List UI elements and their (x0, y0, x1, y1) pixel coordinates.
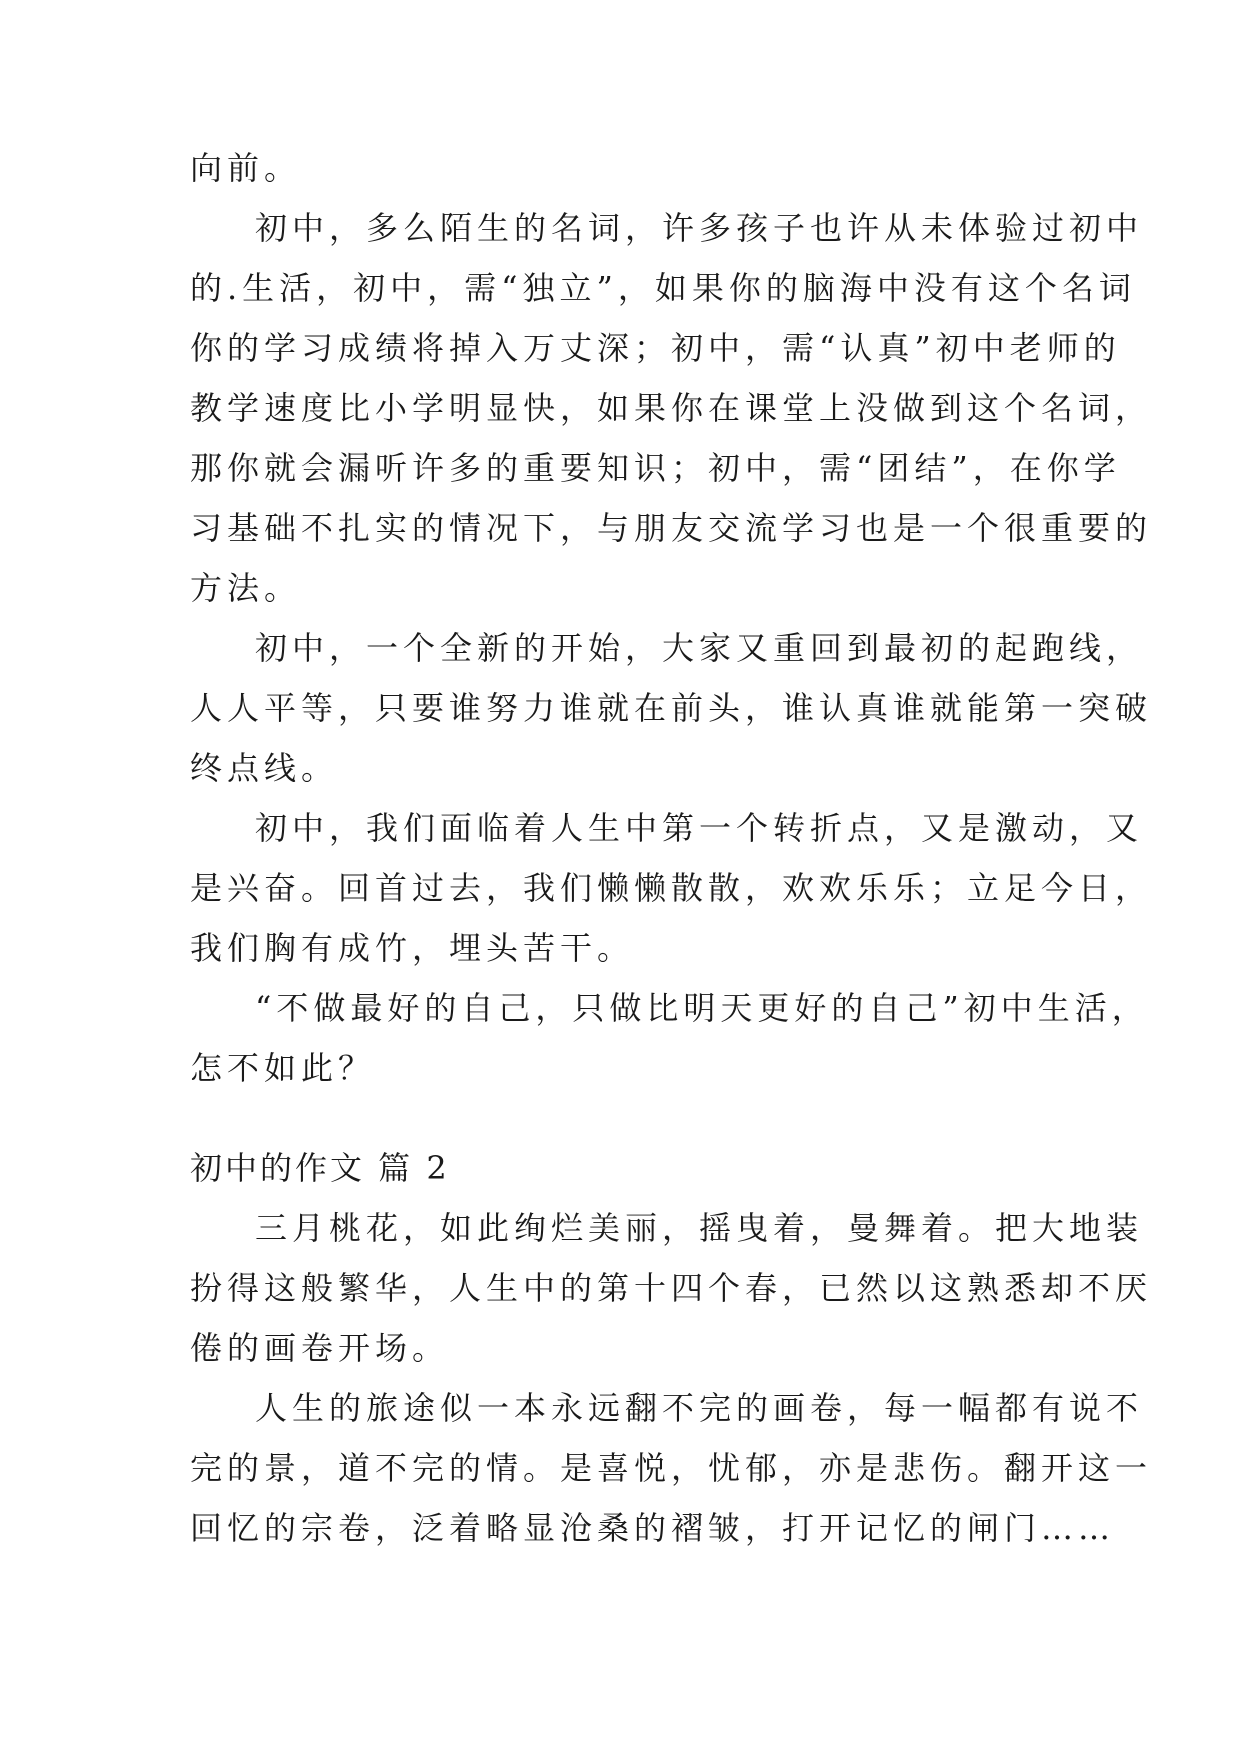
text-line: 三月桃花，如此绚烂美丽，摇曳着，曼舞着。把大地装 (255, 1209, 1144, 1247)
text-line: 教学速度比小学明显快，如果你在课堂上没做到这个名词， (190, 389, 1153, 427)
text-line: 你的学习成绩将掉入万丈深；初中，需“认真”初中老师的 (190, 329, 1121, 367)
text-line: 方法。 (190, 569, 302, 607)
text-line: 我们胸有成竹，埋头苦干。 (190, 929, 635, 967)
text-line: 那你就会漏听许多的重要知识；初中，需“团结”，在你学 (190, 449, 1121, 487)
text-line: 终点线。 (190, 749, 339, 787)
text-line: 回忆的宗卷，泛着略显沧桑的褶皱，打开记忆的闸门…… (190, 1509, 1116, 1547)
text-line: 习基础不扎实的情况下，与朋友交流学习也是一个很重要的 (190, 509, 1153, 547)
text-line: 扮得这般繁华，人生中的第十四个春，已然以这熟悉却不厌 (190, 1269, 1153, 1307)
text-line: 初中，一个全新的开始，大家又重回到最初的起跑线， (255, 629, 1144, 667)
text-line: 倦的画卷开场。 (190, 1329, 450, 1367)
text-line: 人人平等，只要谁努力谁就在前头，谁认真谁就能第一突破 (190, 689, 1153, 727)
text-line: 初中，多么陌生的名词，许多孩子也许从未体验过初中 (255, 209, 1144, 247)
section-heading: 初中的作文 篇 2 (190, 1149, 450, 1187)
text-line: 人生的旅途似一本永远翻不完的画卷，每一幅都有说不 (255, 1389, 1144, 1427)
text-line: 是兴奋。回首过去，我们懒懒散散，欢欢乐乐；立足今日， (190, 869, 1153, 907)
text-line: “不做最好的自己，只做比明天更好的自己”初中生活， (255, 989, 1149, 1027)
text-line: 怎不如此？ (190, 1049, 376, 1087)
text-line: 初中，我们面临着人生中第一个转折点，又是激动，又 (255, 809, 1144, 847)
text-line: 向前。 (190, 149, 302, 187)
text-line: 完的景，道不完的情。是喜悦，忧郁，亦是悲伤。翻开这一 (190, 1449, 1153, 1487)
text-line: 的.生活，初中，需“独立”，如果你的脑海中没有这个名词 (190, 269, 1136, 307)
